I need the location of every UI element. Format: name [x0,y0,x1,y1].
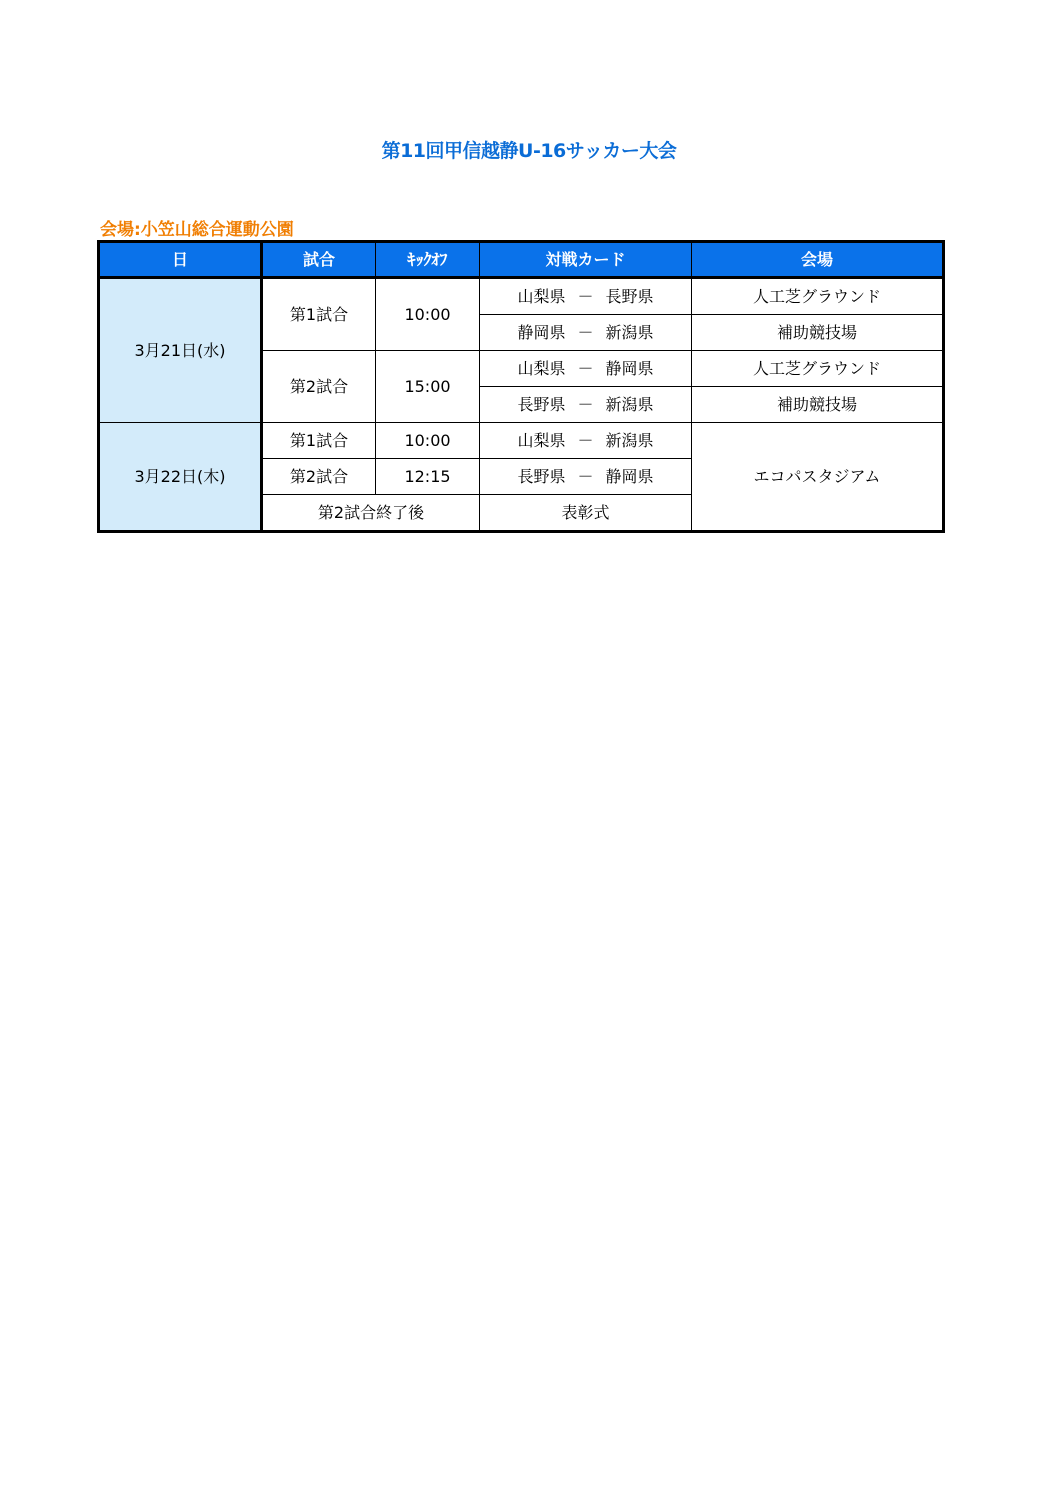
game-cell: 第1試合 [262,423,376,459]
venue-cell: エコパスタジアム [692,423,944,532]
match-cell: 山梨県 － 新潟県 [480,423,692,459]
page-title: 第11回甲信越静U-16サッカー大会 [381,140,677,162]
header-date: 日 [99,242,262,278]
kickoff-cell: 10:00 [376,278,480,351]
ceremony-event-cell: 表彰式 [480,495,692,532]
venue-cell: 補助競技場 [692,315,944,351]
match-cell: 静岡県 － 新潟県 [480,315,692,351]
header-game: 試合 [262,242,376,278]
venue-cell: 補助競技場 [692,387,944,423]
table-row [99,423,944,459]
match-cell: 長野県 － 新潟県 [480,387,692,423]
venue-label: 会場:小笠山総合運動公園 [100,220,294,240]
header-kickoff: ｷｯｸｵﾌ [376,242,480,278]
date-cell: 3月21日(水) [99,278,262,423]
table-row [99,278,944,315]
game-cell: 第2試合 [262,459,376,495]
date-cell: 3月22日(木) [99,423,262,532]
match-cell: 山梨県 － 長野県 [480,278,692,315]
kickoff-cell: 10:00 [376,423,480,459]
kickoff-cell: 12:15 [376,459,480,495]
game-cell: 第1試合 [262,278,376,351]
schedule-table [97,240,945,533]
match-cell: 長野県 － 静岡県 [480,459,692,495]
header-row [99,242,944,278]
header-venue: 会場 [692,242,944,278]
match-cell: 山梨県 － 静岡県 [480,351,692,387]
kickoff-cell: 15:00 [376,351,480,423]
game-cell: 第2試合 [262,351,376,423]
venue-cell: 人工芝グラウンド [692,278,944,315]
venue-cell: 人工芝グラウンド [692,351,944,387]
ceremony-timing-cell: 第2試合終了後 [262,495,480,532]
header-match-card: 対戦カード [480,242,692,278]
